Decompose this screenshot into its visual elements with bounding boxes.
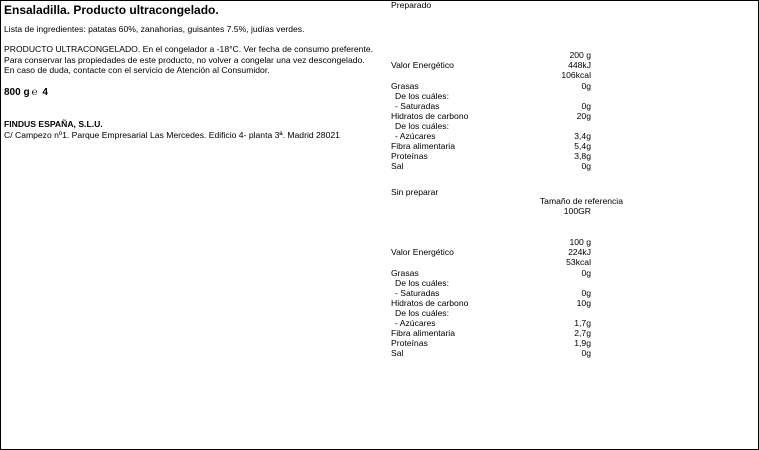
unprepared-of-which-1: De los cuáles: xyxy=(395,278,449,288)
prepared-of-which-1: De los cuáles: xyxy=(395,91,449,101)
prepared-sugars-value: 3,4g xyxy=(574,131,591,141)
ingredients-list: Lista de ingredientes: patatas 60%, zanahorias, guisantes 7.5%, judías verdes. xyxy=(4,24,305,34)
prepared-salt-label: Sal xyxy=(391,161,404,171)
prepared-fat-value: 0g xyxy=(581,81,591,91)
prepared-fibre-label: Fibra alimentaria xyxy=(391,141,455,151)
reference-size-value: 100GR xyxy=(563,206,591,216)
unprepared-basis: 100 g xyxy=(569,237,591,247)
unprepared-saturated-value: 0g xyxy=(581,288,591,298)
net-quantity-line xyxy=(4,87,48,98)
prepared-carbs-label: Hidratos de carbono xyxy=(391,111,469,121)
unprepared-carbs-label: Hidratos de carbono xyxy=(391,298,469,308)
unprepared-fibre-value: 2,7g xyxy=(574,328,591,338)
unprepared-fibre-label: Fibra alimentaria xyxy=(391,328,455,338)
unprepared-energy-kcal: 53kcal xyxy=(566,257,591,267)
unprepared-salt-label: Sal xyxy=(391,348,404,358)
unprepared-fat-value: 0g xyxy=(581,268,591,278)
unprepared-of-which-2: De los cuáles: xyxy=(395,308,449,318)
prepared-protein-label: Proteínas xyxy=(391,151,428,161)
unprepared-protein-label: Proteínas xyxy=(391,338,428,348)
unprepared-sugars-label: - Azúcares xyxy=(395,318,436,328)
prepared-energy-label: Valor Energético xyxy=(391,60,454,70)
company-address: C/ Campezo nº1. Parque Empresarial Las Mercedes. Edificio 4- planta 3ª. Madrid 28021 xyxy=(4,130,340,140)
unprepared-salt-value: 0g xyxy=(581,348,591,358)
product-title: Ensaladilla. Producto ultracongelado. xyxy=(4,3,219,17)
unprepared-saturated-label: - Saturadas xyxy=(395,288,440,298)
storage-instructions: PRODUCTO ULTRACONGELADO. En el congelador a -18°C. Ver fecha de consumo preferente. Para conservar las propiedades de este producto, no volver a congelar una vez descongelado. En caso de duda, contacte con el servicio de Atención al Consumidor. xyxy=(4,44,373,75)
unprepared-sugars-value: 1,7g xyxy=(574,318,591,328)
prepared-basis: 200 g xyxy=(569,50,591,60)
unprepared-energy-label: Valor Energético xyxy=(391,247,454,257)
company-name: FINDUS ESPAÑA, S.L.U. xyxy=(4,119,103,129)
prepared-of-which-2: De los cuáles: xyxy=(395,121,449,131)
prepared-protein-value: 3,8g xyxy=(574,151,591,161)
prepared-fibre-value: 5,4g xyxy=(574,141,591,151)
unprepared-energy-kj: 224kJ xyxy=(568,247,591,257)
servings-count: 4 xyxy=(42,87,48,98)
estimated-sign-icon: ℮ xyxy=(31,87,38,98)
prepared-heading: Preparado xyxy=(391,0,432,10)
prepared-energy-kcal: 106kcal xyxy=(561,70,591,80)
unprepared-heading: Sin preparar xyxy=(391,187,439,197)
unprepared-protein-value: 1,9g xyxy=(574,338,591,348)
net-quantity: 800 g xyxy=(4,87,30,98)
prepared-sugars-label: - Azúcares xyxy=(395,131,436,141)
unprepared-carbs-value: 10g xyxy=(576,298,591,308)
prepared-saturated-value: 0g xyxy=(581,101,591,111)
prepared-salt-value: 0g xyxy=(581,161,591,171)
prepared-carbs-value: 20g xyxy=(576,111,591,121)
prepared-saturated-label: - Saturadas xyxy=(395,101,440,111)
prepared-fat-label: Grasas xyxy=(391,81,419,91)
reference-size-label: Tamaño de referencia xyxy=(539,196,623,206)
prepared-energy-kj: 448kJ xyxy=(568,60,591,70)
unprepared-fat-label: Grasas xyxy=(391,268,419,278)
